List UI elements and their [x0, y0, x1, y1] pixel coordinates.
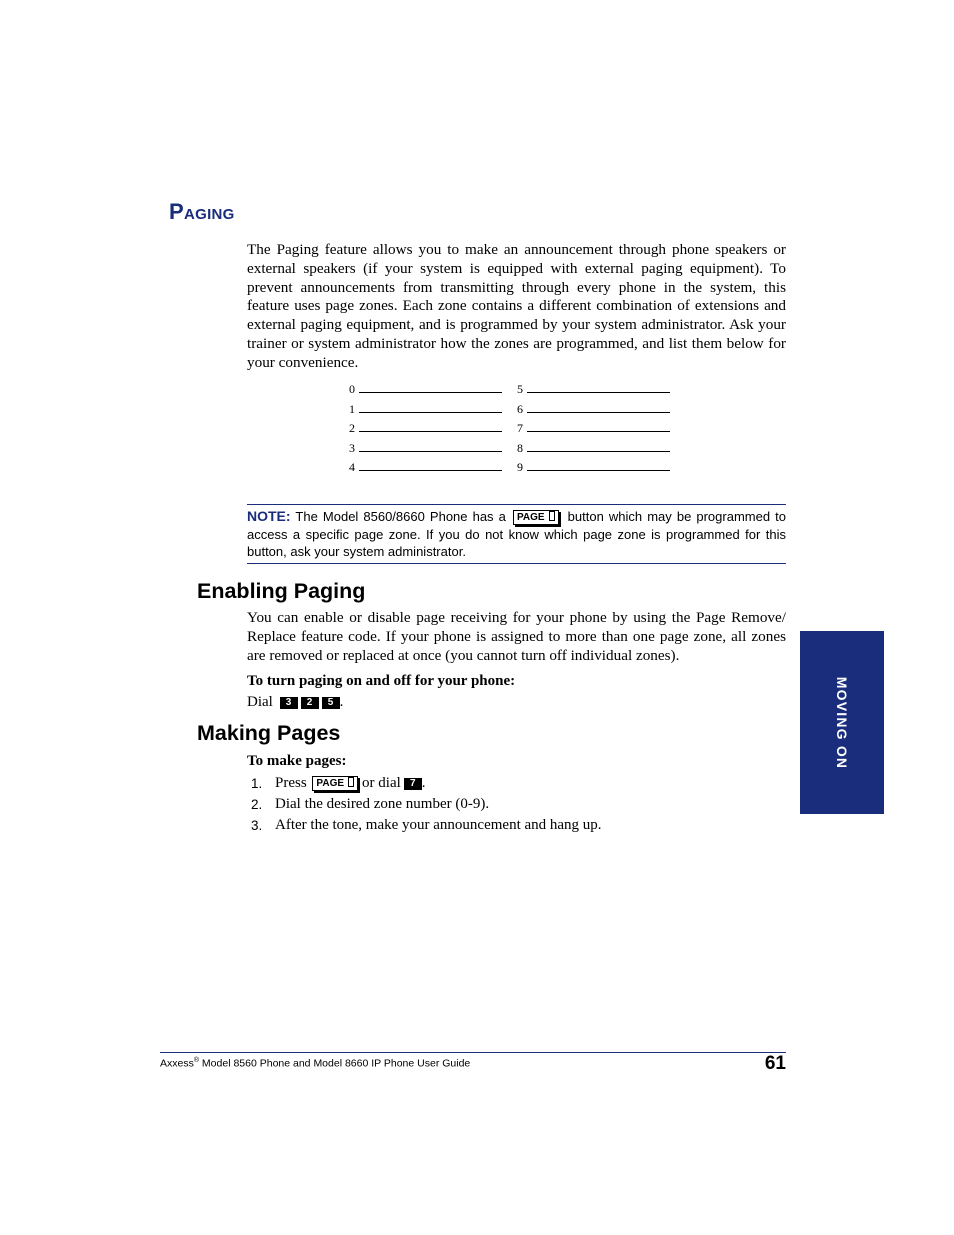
zone-entry	[349, 439, 502, 459]
zone-blank	[359, 439, 502, 452]
footer-guide-title: Model 8560 Phone and Model 8660 IP Phone User Guide	[199, 1057, 471, 1070]
list-item	[251, 815, 602, 836]
step-text-end: .	[421, 775, 426, 791]
zone-blank	[359, 419, 502, 432]
enabling-dial-line	[247, 693, 343, 712]
zone-blank	[527, 400, 670, 413]
zone-entry	[349, 400, 502, 420]
section-title: Paging	[169, 199, 235, 224]
zone-entry	[517, 419, 670, 439]
zone-entry	[517, 439, 670, 459]
zone-blank	[359, 380, 502, 393]
step-text-mid: or dial	[362, 775, 401, 791]
zone-blank	[527, 419, 670, 432]
note-text-after: button which may be programmed to access a specific page zone. If you do not know which page zone is programmed for this button, ask your system administrator.	[247, 509, 786, 559]
making-procedure-title: To make pages:	[247, 753, 347, 769]
dial-key: 5	[322, 697, 340, 709]
page-button-key	[513, 510, 559, 525]
led-indicator-icon	[549, 511, 555, 521]
step-number: 1.	[251, 776, 263, 791]
step-text: Dial the desired zone number (0-9).	[275, 796, 490, 812]
zone-entry	[517, 458, 670, 478]
list-item	[251, 773, 602, 794]
page-button-key	[312, 776, 358, 791]
zone-number: 9	[517, 460, 523, 474]
registered-mark: ®	[193, 1057, 200, 1064]
page-button-label: PAGE	[316, 778, 345, 789]
note-text-before: The Model 8560/8660 Phone has a	[295, 509, 506, 524]
zone-number: 1	[349, 401, 355, 416]
zone-blank	[359, 400, 502, 413]
note-text	[247, 508, 786, 561]
footer-brand: Axxess	[160, 1057, 194, 1070]
zone-blank	[527, 458, 670, 471]
zone-entry	[349, 458, 502, 478]
footer-divider	[160, 1052, 786, 1053]
zone-blank	[527, 439, 670, 452]
enabling-paragraph: You can enable or disable page receiving for your phone by using the Page Remove/ Replace feature code. If your phone is assigned to more than one page zone, all zones are removed or replaced at once (you cannot turn off individual zones).	[247, 609, 786, 664]
led-indicator-icon	[348, 777, 354, 787]
zone-entry	[517, 400, 670, 420]
dial-end: .	[339, 694, 344, 710]
note-box	[247, 504, 786, 564]
step-number: 3.	[251, 818, 263, 833]
zone-number: 2	[349, 421, 355, 435]
step-text	[275, 773, 426, 794]
steps-list	[251, 773, 602, 836]
chapter-tab-label: MOVING ON	[834, 676, 850, 769]
zone-blank	[359, 458, 502, 471]
heading-enabling-paging: Enabling Paging	[197, 579, 366, 603]
enabling-procedure-title: To turn paging on and off for your phone:	[247, 673, 516, 689]
zone-entry	[349, 380, 502, 400]
zone-number: 6	[517, 401, 523, 416]
step-number: 2.	[251, 797, 263, 812]
dial-label: Dial	[247, 694, 273, 710]
intro-paragraph: The Paging feature allows you to make an announcement through phone speakers or external speakers (if your system is equipped with external paging equipment). To prevent announcements from transmitting through every phone in the system, this feature uses page zones. Each zone contains a different combination of extensions and external paging equipment, and is programmed by your system administrator. Ask your trainer or system administrator how the zones are programmed, and list them below for your convenience.	[247, 241, 786, 371]
page-number: 61	[764, 1053, 786, 1074]
zone-list-left	[349, 380, 502, 478]
heading-making-pages: Making Pages	[197, 721, 341, 745]
step-text: After the tone, make your announcement and hang up.	[275, 817, 602, 833]
zone-number: 8	[517, 440, 523, 455]
dial-key: 3	[280, 697, 298, 709]
page-button-label: PAGE	[516, 512, 545, 523]
dial-key: 7	[404, 778, 422, 790]
zone-list-right	[517, 380, 670, 478]
zone-number: 3	[349, 440, 355, 455]
zone-number: 0	[349, 382, 355, 396]
zone-number: 5	[517, 382, 523, 396]
zone-number: 4	[349, 460, 355, 474]
footer-title	[160, 1054, 470, 1071]
zone-entry	[349, 419, 502, 439]
zone-blank	[527, 380, 670, 393]
list-item	[251, 794, 602, 815]
dial-key: 2	[301, 697, 319, 709]
zone-number: 7	[517, 421, 523, 435]
chapter-tab	[800, 631, 884, 814]
zone-entry	[517, 380, 670, 400]
step-text-before: Press	[275, 775, 307, 791]
note-label: NOTE:	[247, 508, 291, 524]
